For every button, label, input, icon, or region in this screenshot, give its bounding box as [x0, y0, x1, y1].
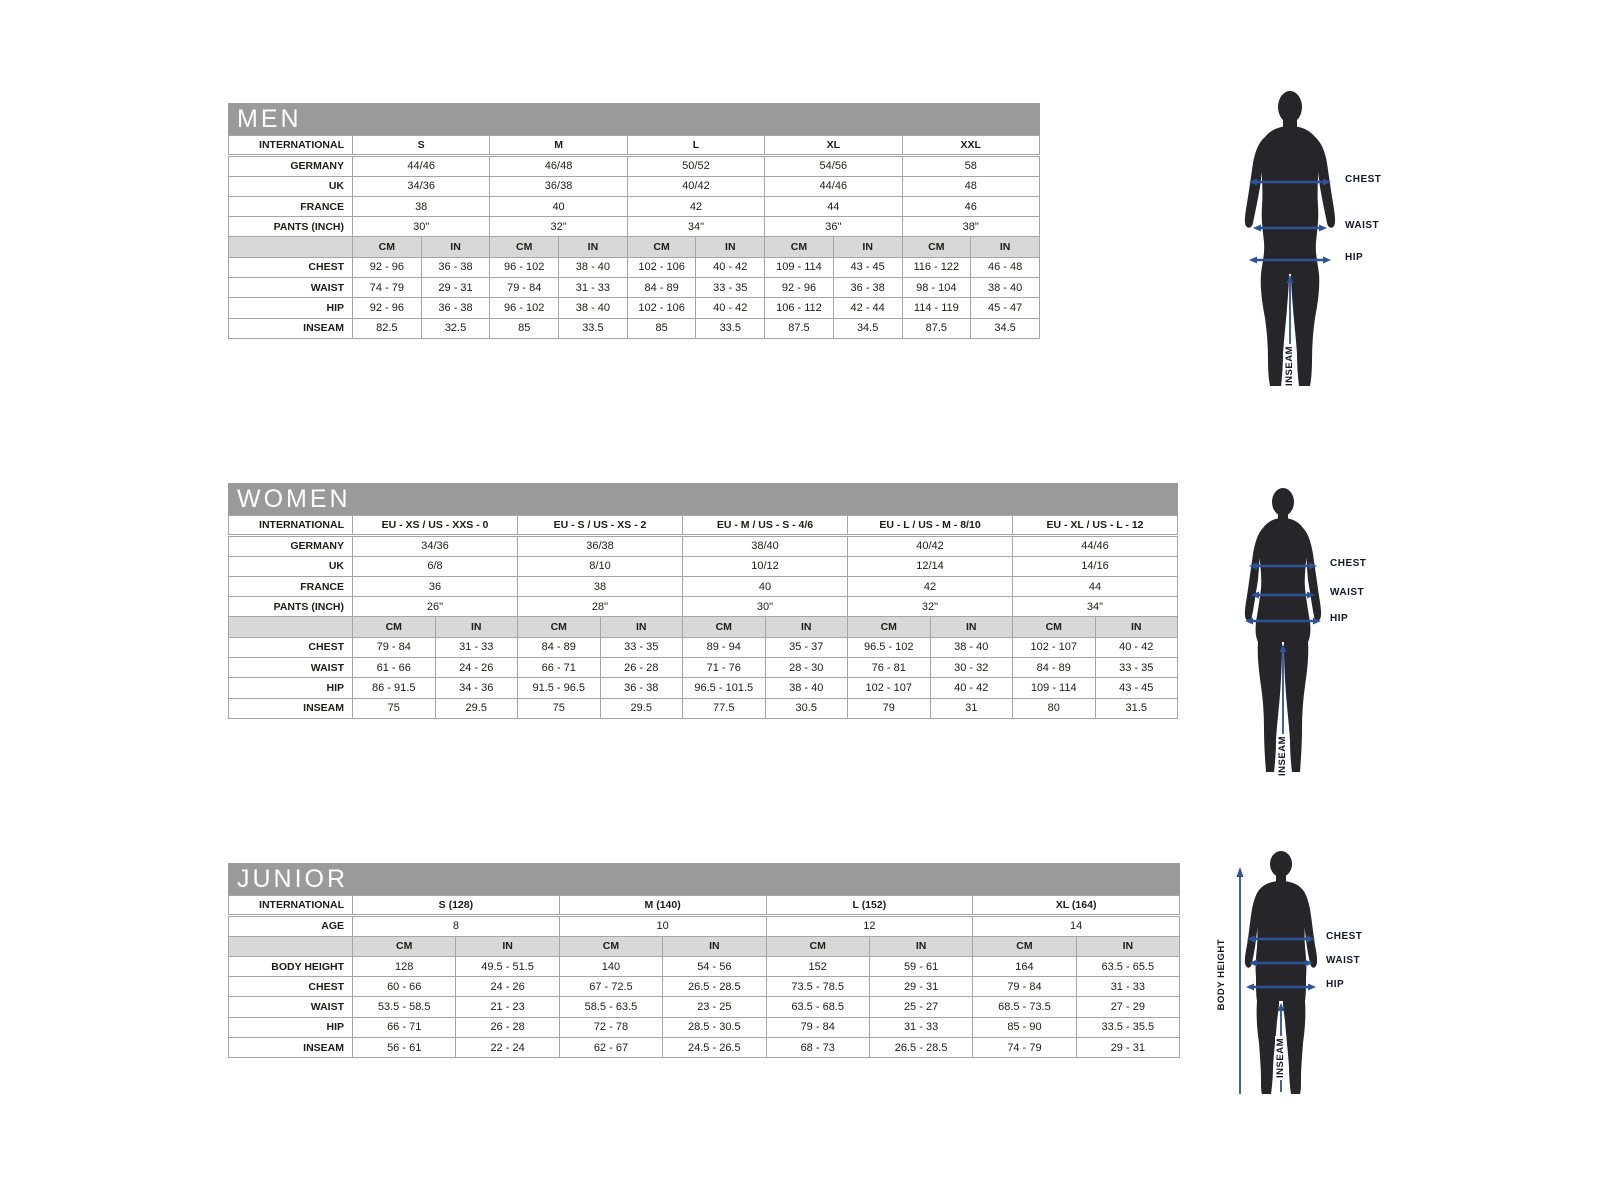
unit-cell: IN	[663, 936, 766, 956]
inseam-measure-label: INSEAM	[1277, 736, 1288, 776]
measure-cell: 71 - 76	[683, 658, 766, 678]
size-cell: XL	[765, 136, 902, 156]
measure-cell: 76 - 81	[848, 658, 931, 678]
measure-cell: 33.5	[696, 318, 765, 338]
men-info-row	[229, 196, 1040, 216]
measure-cell: 29 - 31	[421, 278, 490, 298]
measure-cell: 80	[1013, 698, 1096, 718]
measure-cell: 31	[930, 698, 1013, 718]
measure-cell: 86 - 91.5	[353, 678, 436, 698]
measure-cell: 26 - 28	[600, 658, 683, 678]
waist-measure-label: WAIST	[1330, 587, 1365, 598]
measure-cell: 36 - 38	[833, 278, 902, 298]
size-cell: 40/42	[627, 176, 764, 196]
measure-cell: 33 - 35	[696, 278, 765, 298]
men-size-chart	[228, 103, 1040, 339]
measure-cell: 36 - 38	[421, 257, 490, 277]
measure-cell: 66 - 71	[518, 658, 601, 678]
junior-table	[228, 895, 1180, 1058]
size-cell: 28"	[518, 597, 683, 617]
body-height-arrow-icon	[1237, 867, 1244, 1094]
size-cell: EU - M / US - S - 4/6	[683, 516, 848, 536]
unit-cell: CM	[683, 617, 766, 637]
measure-cell: 28.5 - 30.5	[663, 1017, 766, 1037]
women-info-row	[229, 576, 1178, 596]
size-cell: EU - XS / US - XXS - 0	[353, 516, 518, 536]
measure-cell: 96 - 102	[490, 257, 559, 277]
hip-measure-label: HIP	[1330, 613, 1349, 624]
measure-cell: 164	[973, 956, 1076, 976]
unit-cell: IN	[930, 617, 1013, 637]
women-info-row	[229, 556, 1178, 576]
measure-cell: 84 - 89	[518, 637, 601, 657]
measure-cell: 79 - 84	[766, 1017, 869, 1037]
unit-cell: IN	[559, 237, 628, 257]
men-chart-title: MEN	[228, 103, 1040, 135]
men-info-row	[229, 156, 1040, 176]
row-label: HIP	[229, 1017, 353, 1037]
measure-cell: 98 - 104	[902, 278, 971, 298]
measure-cell: 63.5 - 65.5	[1076, 956, 1179, 976]
junior-size-chart	[228, 863, 1180, 1058]
measure-cell: 36 - 38	[421, 298, 490, 318]
measure-cell: 109 - 114	[1013, 678, 1096, 698]
row-label: GERMANY	[229, 536, 353, 556]
size-cell: 32"	[848, 597, 1013, 617]
size-cell: EU - L / US - M - 8/10	[848, 516, 1013, 536]
row-label: INSEAM	[229, 318, 353, 338]
measure-cell: 87.5	[902, 318, 971, 338]
measure-cell: 33.5	[559, 318, 628, 338]
unit-cell: IN	[421, 237, 490, 257]
measure-cell: 33 - 35	[1095, 658, 1178, 678]
unit-cell: IN	[869, 936, 972, 956]
measure-cell: 116 - 122	[902, 257, 971, 277]
measure-cell: 38 - 40	[930, 637, 1013, 657]
men-measure-row	[229, 318, 1040, 338]
unit-cell: IN	[1076, 936, 1179, 956]
women-measure-row	[229, 637, 1178, 657]
unit-cell: CM	[518, 617, 601, 637]
inseam-measure-label: INSEAM	[1284, 346, 1295, 386]
size-cell: S	[353, 136, 490, 156]
junior-measure-row	[229, 977, 1180, 997]
measure-cell: 106 - 112	[765, 298, 834, 318]
unit-cell: CM	[490, 237, 559, 257]
size-cell: 44/46	[353, 156, 490, 176]
measure-cell: 79 - 84	[353, 637, 436, 657]
waist-measure-label: WAIST	[1326, 955, 1361, 966]
size-cell: 34"	[627, 217, 764, 237]
size-cell: 38	[518, 576, 683, 596]
measure-cell: 33 - 35	[600, 637, 683, 657]
unit-cell: CM	[559, 936, 662, 956]
measure-cell: 31.5	[1095, 698, 1178, 718]
measure-cell: 79	[848, 698, 931, 718]
size-cell: S (128)	[353, 896, 560, 916]
row-label: GERMANY	[229, 156, 353, 176]
row-label: INTERNATIONAL	[229, 136, 353, 156]
size-cell: 8	[353, 916, 560, 936]
measure-cell: 34 - 36	[435, 678, 518, 698]
measure-cell: 109 - 114	[765, 257, 834, 277]
size-cell: 30"	[353, 217, 490, 237]
measure-cell: 85	[490, 318, 559, 338]
measure-cell: 72 - 78	[559, 1017, 662, 1037]
measure-cell: 38 - 40	[559, 298, 628, 318]
size-cell: 32"	[490, 217, 627, 237]
unit-cell: CM	[1013, 617, 1096, 637]
measure-cell: 26 - 28	[456, 1017, 559, 1037]
measure-cell: 79 - 84	[973, 977, 1076, 997]
men-measure-row	[229, 278, 1040, 298]
measure-cell: 34.5	[833, 318, 902, 338]
measure-cell: 58.5 - 63.5	[559, 997, 662, 1017]
measure-cell: 60 - 66	[353, 977, 456, 997]
size-cell: EU - S / US - XS - 2	[518, 516, 683, 536]
unit-cell: IN	[600, 617, 683, 637]
measure-cell: 91.5 - 96.5	[518, 678, 601, 698]
row-label: WAIST	[229, 278, 353, 298]
measure-cell: 75	[353, 698, 436, 718]
measure-cell: 29.5	[600, 698, 683, 718]
measure-cell: 84 - 89	[627, 278, 696, 298]
women-size-chart	[228, 483, 1178, 719]
measure-cell: 36 - 38	[600, 678, 683, 698]
row-label: PANTS (INCH)	[229, 597, 353, 617]
measure-cell: 56 - 61	[353, 1038, 456, 1058]
measure-cell: 32.5	[421, 318, 490, 338]
row-label: BODY HEIGHT	[229, 956, 353, 976]
junior-measure-row	[229, 997, 1180, 1017]
size-cell: 44	[765, 196, 902, 216]
measure-cell: 53.5 - 58.5	[353, 997, 456, 1017]
size-cell: M (140)	[559, 896, 766, 916]
size-cell: 14	[973, 916, 1180, 936]
junior-info-row	[229, 916, 1180, 936]
unit-cell: IN	[1095, 617, 1178, 637]
chest-measure-label: CHEST	[1330, 558, 1367, 569]
measure-cell: 30.5	[765, 698, 848, 718]
junior-unit-row	[229, 936, 1180, 956]
unit-cell: IN	[696, 237, 765, 257]
size-cell: 44/46	[1013, 536, 1178, 556]
unit-cell: IN	[833, 237, 902, 257]
measure-cell: 75	[518, 698, 601, 718]
unit-cell: CM	[627, 237, 696, 257]
men-info-row	[229, 136, 1040, 156]
row-label: WAIST	[229, 658, 353, 678]
junior-info-row	[229, 896, 1180, 916]
size-cell: 12	[766, 916, 973, 936]
measure-cell: 22 - 24	[456, 1038, 559, 1058]
men-info-row	[229, 176, 1040, 196]
row-label: FRANCE	[229, 576, 353, 596]
measure-cell: 26.5 - 28.5	[663, 977, 766, 997]
measure-cell: 77.5	[683, 698, 766, 718]
measure-cell: 152	[766, 956, 869, 976]
measure-cell: 102 - 106	[627, 298, 696, 318]
unit-cell: IN	[456, 936, 559, 956]
women-info-row	[229, 536, 1178, 556]
measure-cell: 54 - 56	[663, 956, 766, 976]
women-unit-row	[229, 617, 1178, 637]
size-cell: 34/36	[353, 176, 490, 196]
row-label: HIP	[229, 678, 353, 698]
size-cell: 40	[490, 196, 627, 216]
measure-cell: 24.5 - 26.5	[663, 1038, 766, 1058]
row-label: UK	[229, 556, 353, 576]
measure-cell: 26.5 - 28.5	[869, 1038, 972, 1058]
measure-cell: 25 - 27	[869, 997, 972, 1017]
women-measure-row	[229, 658, 1178, 678]
row-label: INTERNATIONAL	[229, 896, 353, 916]
measure-cell: 85 - 90	[973, 1017, 1076, 1037]
women-measure-row	[229, 698, 1178, 718]
measure-cell: 68.5 - 73.5	[973, 997, 1076, 1017]
unit-cell: CM	[353, 936, 456, 956]
row-label: PANTS (INCH)	[229, 217, 353, 237]
measure-cell: 74 - 79	[973, 1038, 1076, 1058]
size-cell: 40/42	[848, 536, 1013, 556]
measure-cell: 114 - 119	[902, 298, 971, 318]
measure-cell: 45 - 47	[971, 298, 1040, 318]
size-cell: 10/12	[683, 556, 848, 576]
measure-cell: 67 - 72.5	[559, 977, 662, 997]
measure-cell: 49.5 - 51.5	[456, 956, 559, 976]
size-cell: 34"	[1013, 597, 1178, 617]
measure-cell: 38 - 40	[765, 678, 848, 698]
measure-cell: 74 - 79	[353, 278, 422, 298]
unit-cell: CM	[766, 936, 869, 956]
size-cell: 34/36	[353, 536, 518, 556]
measure-cell: 24 - 26	[435, 658, 518, 678]
measure-cell: 23 - 25	[663, 997, 766, 1017]
measure-cell: 102 - 106	[627, 257, 696, 277]
measure-cell: 31 - 33	[869, 1017, 972, 1037]
size-cell: 38	[353, 196, 490, 216]
women-figure	[1228, 486, 1403, 781]
measure-cell: 24 - 26	[456, 977, 559, 997]
women-table	[228, 515, 1178, 719]
unit-cell: IN	[765, 617, 848, 637]
measure-cell: 66 - 71	[353, 1017, 456, 1037]
measure-cell: 128	[353, 956, 456, 976]
size-cell: 54/56	[765, 156, 902, 176]
size-cell: XL (164)	[973, 896, 1180, 916]
woman-silhouette-icon	[1228, 486, 1338, 776]
waist-measure-label: WAIST	[1345, 220, 1380, 231]
size-cell: 44/46	[765, 176, 902, 196]
size-cell: M	[490, 136, 627, 156]
unit-row-spacer	[229, 936, 353, 956]
inseam-measure-label: INSEAM	[1275, 1038, 1286, 1078]
row-label: CHEST	[229, 257, 353, 277]
unit-cell: CM	[765, 237, 834, 257]
row-label: WAIST	[229, 997, 353, 1017]
men-unit-row	[229, 237, 1040, 257]
body-height-measure-label: BODY HEIGHT	[1216, 939, 1227, 1011]
measure-cell: 140	[559, 956, 662, 976]
size-cell: 48	[902, 176, 1040, 196]
unit-cell: IN	[971, 237, 1040, 257]
measure-cell: 85	[627, 318, 696, 338]
measure-cell: 40 - 42	[696, 298, 765, 318]
junior-measure-row	[229, 1017, 1180, 1037]
hip-measure-label: HIP	[1345, 252, 1364, 263]
measure-cell: 59 - 61	[869, 956, 972, 976]
unit-row-spacer	[229, 617, 353, 637]
size-cell: 46	[902, 196, 1040, 216]
size-cell: 38"	[902, 217, 1040, 237]
size-cell: 12/14	[848, 556, 1013, 576]
measure-cell: 31 - 33	[559, 278, 628, 298]
size-cell: L	[627, 136, 764, 156]
measure-cell: 40 - 42	[696, 257, 765, 277]
measure-cell: 96 - 102	[490, 298, 559, 318]
row-label: CHEST	[229, 637, 353, 657]
measure-cell: 31 - 33	[1076, 977, 1179, 997]
measure-cell: 92 - 96	[353, 257, 422, 277]
size-cell: 46/48	[490, 156, 627, 176]
measure-cell: 29.5	[435, 698, 518, 718]
size-cell: 38/40	[683, 536, 848, 556]
chest-measure-label: CHEST	[1326, 931, 1363, 942]
measure-cell: 29 - 31	[869, 977, 972, 997]
row-label: CHEST	[229, 977, 353, 997]
row-label: INSEAM	[229, 1038, 353, 1058]
men-table-container	[228, 135, 1040, 339]
measure-cell: 92 - 96	[765, 278, 834, 298]
measure-cell: 31 - 33	[435, 637, 518, 657]
measure-cell: 38 - 40	[971, 278, 1040, 298]
unit-cell: IN	[435, 617, 518, 637]
row-label: AGE	[229, 916, 353, 936]
size-cell: 58	[902, 156, 1040, 176]
junior-chart-title: JUNIOR	[228, 863, 1180, 895]
size-cell: 36/38	[518, 536, 683, 556]
measure-cell: 28 - 30	[765, 658, 848, 678]
unit-cell: CM	[973, 936, 1076, 956]
row-label: FRANCE	[229, 196, 353, 216]
hip-measure-label: HIP	[1326, 979, 1345, 990]
measure-cell: 96.5 - 102	[848, 637, 931, 657]
men-measure-row	[229, 257, 1040, 277]
junior-measure-row	[229, 1038, 1180, 1058]
measure-cell: 21 - 23	[456, 997, 559, 1017]
size-cell: 42	[848, 576, 1013, 596]
unit-cell: CM	[353, 237, 422, 257]
measure-cell: 102 - 107	[848, 678, 931, 698]
size-cell: 36/38	[490, 176, 627, 196]
row-label: UK	[229, 176, 353, 196]
size-cell: 10	[559, 916, 766, 936]
women-table-container	[228, 515, 1178, 719]
measure-cell: 61 - 66	[353, 658, 436, 678]
measure-cell: 40 - 42	[1095, 637, 1178, 657]
women-info-row	[229, 597, 1178, 617]
measure-cell: 68 - 73	[766, 1038, 869, 1058]
size-cell: 44	[1013, 576, 1178, 596]
measure-cell: 89 - 94	[683, 637, 766, 657]
measure-cell: 82.5	[353, 318, 422, 338]
size-cell: 40	[683, 576, 848, 596]
women-measure-row	[229, 678, 1178, 698]
measure-cell: 96.5 - 101.5	[683, 678, 766, 698]
measure-cell: 92 - 96	[353, 298, 422, 318]
chest-measure-label: CHEST	[1345, 174, 1382, 185]
junior-table-container	[228, 895, 1180, 1058]
unit-cell: CM	[353, 617, 436, 637]
size-cell: 26"	[353, 597, 518, 617]
women-chart-title: WOMEN	[228, 483, 1178, 515]
size-cell: 36	[353, 576, 518, 596]
size-cell: 50/52	[627, 156, 764, 176]
unit-cell: CM	[848, 617, 931, 637]
measure-cell: 84 - 89	[1013, 658, 1096, 678]
row-label: HIP	[229, 298, 353, 318]
measure-cell: 46 - 48	[971, 257, 1040, 277]
measure-cell: 34.5	[971, 318, 1040, 338]
size-cell: 6/8	[353, 556, 518, 576]
measure-cell: 87.5	[765, 318, 834, 338]
men-figure	[1235, 90, 1410, 402]
row-label: INTERNATIONAL	[229, 516, 353, 536]
measure-cell: 40 - 42	[930, 678, 1013, 698]
size-cell: 14/16	[1013, 556, 1178, 576]
measure-cell: 35 - 37	[765, 637, 848, 657]
size-cell: EU - XL / US - L - 12	[1013, 516, 1178, 536]
measure-cell: 43 - 45	[1095, 678, 1178, 698]
row-label: INSEAM	[229, 698, 353, 718]
men-table	[228, 135, 1040, 339]
junior-figure	[1212, 851, 1397, 1101]
measure-cell: 33.5 - 35.5	[1076, 1017, 1179, 1037]
measure-cell: 102 - 107	[1013, 637, 1096, 657]
size-cell: 8/10	[518, 556, 683, 576]
women-info-row	[229, 516, 1178, 536]
measure-cell: 38 - 40	[559, 257, 628, 277]
measure-cell: 42 - 44	[833, 298, 902, 318]
size-cell: 42	[627, 196, 764, 216]
measure-cell: 62 - 67	[559, 1038, 662, 1058]
measure-cell: 29 - 31	[1076, 1038, 1179, 1058]
size-cell: L (152)	[766, 896, 973, 916]
men-info-row	[229, 217, 1040, 237]
unit-row-spacer	[229, 237, 353, 257]
measure-cell: 63.5 - 68.5	[766, 997, 869, 1017]
size-cell: 36"	[765, 217, 902, 237]
measure-cell: 43 - 45	[833, 257, 902, 277]
size-cell: XXL	[902, 136, 1040, 156]
measure-cell: 73.5 - 78.5	[766, 977, 869, 997]
measure-cell: 27 - 29	[1076, 997, 1179, 1017]
men-measure-row	[229, 298, 1040, 318]
measure-cell: 30 - 32	[930, 658, 1013, 678]
unit-cell: CM	[902, 237, 971, 257]
junior-measure-row	[229, 956, 1180, 976]
measure-cell: 79 - 84	[490, 278, 559, 298]
size-cell: 30"	[683, 597, 848, 617]
